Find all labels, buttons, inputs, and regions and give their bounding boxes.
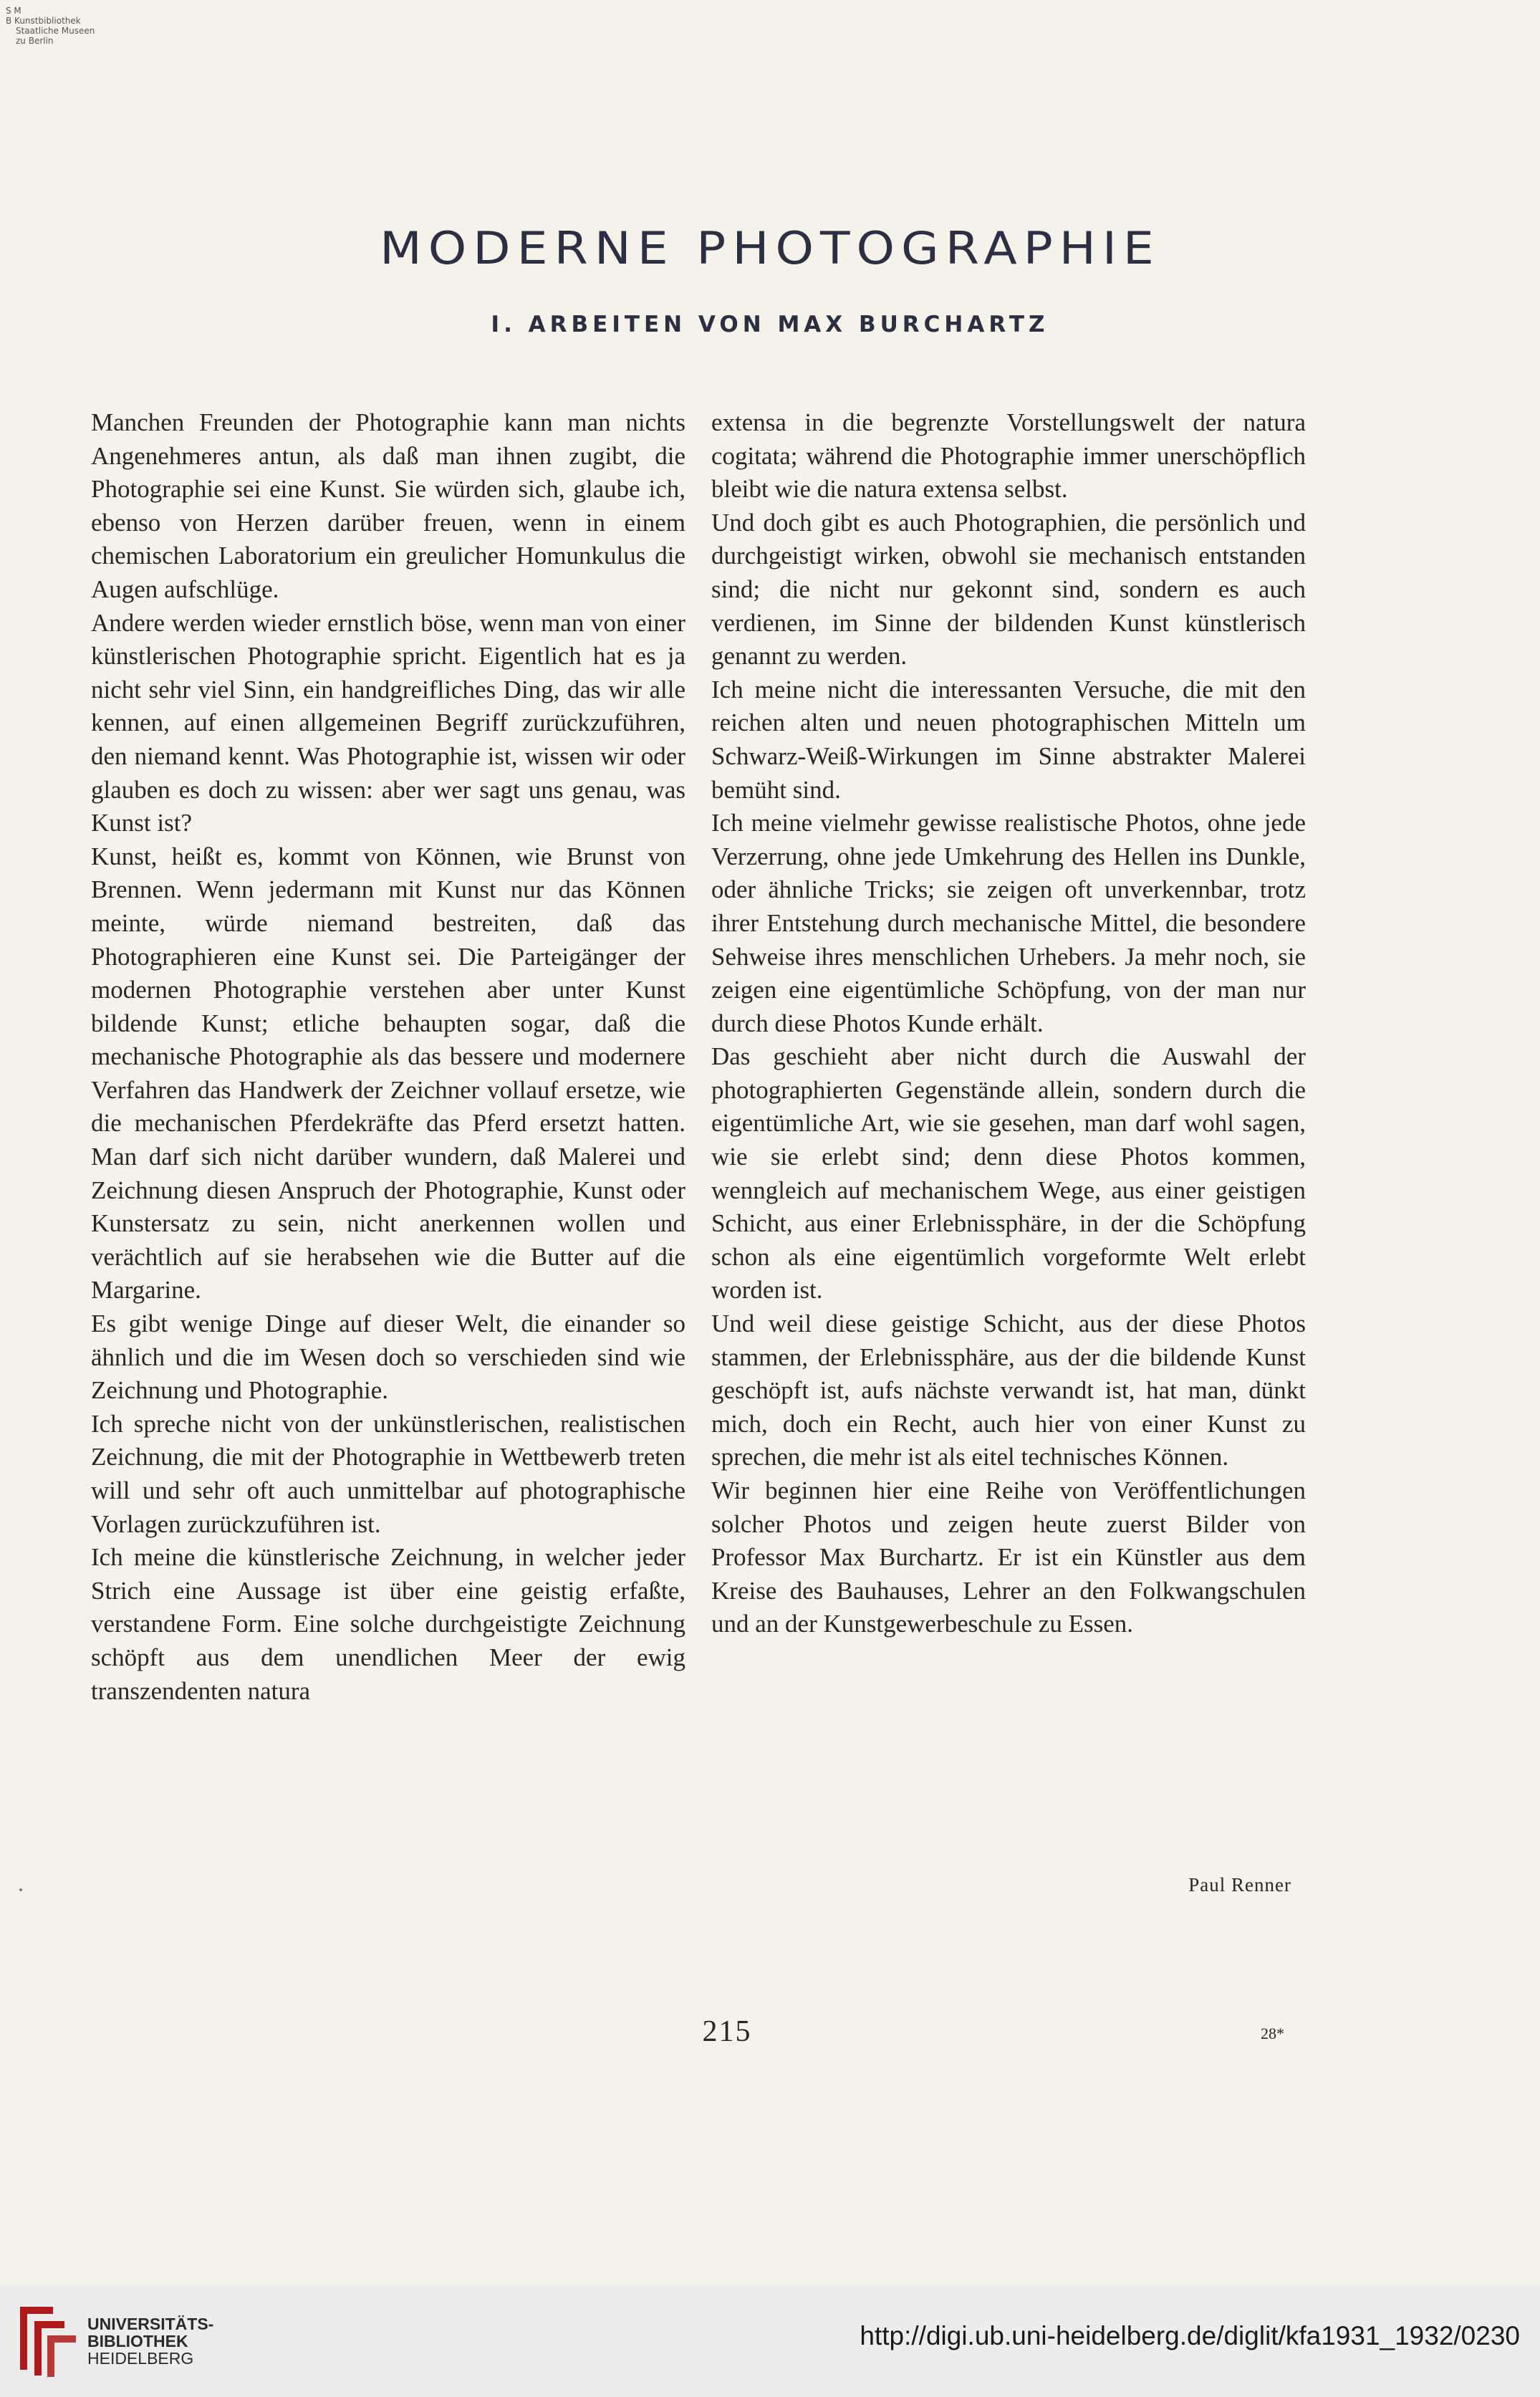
library-name-line: HEIDELBERG bbox=[87, 2349, 194, 2368]
library-name-line: BIBLIOTHEK bbox=[87, 2332, 188, 2350]
stamp-line: zu Berlin bbox=[16, 36, 54, 46]
paragraph: Kunst, heißt es, kommt von Können, wie Brunst von Brennen. Wenn jedermann mit Kunst nur das Können meinte, würde niemand bestreiten, daß das Photographieren eine Kunst sei. Die Parteigänger der modernen Photographie verstehen aber unter Kunst bildende Kunst; etliche behaupten sogar, daß die mechanische Photographie als das bessere und modernere Verfahren das Handwerk der Zeichner vollauf ersetze, wie die mechanischen Pferdekräfte das Pferd ersetzt hatten. Man darf sich nicht darüber wundern, daß Malerei und Zeichnung diesen Anspruch der Photographie, Kunst oder Kunstersatz zu sein, nicht anerkennen wollen und verächtlich auf sie herabsehen wie die Butter auf die Margarine. bbox=[91, 842, 685, 1305]
library-stamp bbox=[6, 6, 113, 46]
permalink-url[interactable]: http://digi.ub.uni-heidelberg.de/diglit/kfa1931_1932/0230 bbox=[860, 2321, 1520, 2350]
left-text-column bbox=[91, 406, 685, 1708]
stamp-line: S M bbox=[6, 6, 21, 16]
article-subtitle: I. ARBEITEN VON MAX BURCHARTZ bbox=[491, 312, 1049, 337]
ub-heidelberg-logo-icon bbox=[16, 2301, 80, 2381]
stamp-line: Staatliche Museen bbox=[16, 26, 95, 36]
printer-signature-mark: 28* bbox=[1261, 2024, 1284, 2042]
paragraph: Wir beginnen hier eine Reihe von Veröffentlichungen solcher Photos und zeigen heute zuerst Bilder von Professor Max Burchartz. Er ist ein Künstler aus dem Kreise des Bauhauses, Lehrer an den Folkwangschulen und an der Kunstgewerbeschule zu Essen. bbox=[711, 1476, 1306, 1638]
page-number: 215 bbox=[702, 2015, 752, 2048]
author-signature: Paul Renner bbox=[1188, 1874, 1291, 1896]
paragraph: Ich meine die künstlerische Zeichnung, in welcher jeder Strich eine Aussage ist über eine geistig erfaßte, verstandene Form. Eine solche durchgeistigte Zeichnung schöpft aus dem unendlichen Meer der ewig transzendenten natura bbox=[91, 1543, 685, 1705]
paragraph: Ich spreche nicht von der unkünstlerischen, realistischen Zeichnung, die mit der Photographie in Wettbewerb treten will und sehr oft auch unmittelbar auf photographische Vorlagen zurückzuführen ist. bbox=[91, 1409, 685, 1538]
stamp-line: B Kunstbibliothek bbox=[6, 16, 81, 26]
paragraph: Und doch gibt es auch Photographien, die persönlich und durchgeistigt wirken, obwohl sie mechanisch entstanden sind; die nicht nur gekonnt sind, sondern es auch verdienen, im Sinne der bildenden Kunst künstlerisch genannt zu werden. bbox=[711, 508, 1306, 671]
right-text-column bbox=[711, 406, 1306, 1641]
paragraph: Manchen Freunden der Photographie kann man nichts Angenehmeres antun, als daß man ihnen zugibt, die Photographie sei eine Kunst. Sie würden sich, glaube ich, ebenso von Herzen darüber freuen, wenn in einem chemischen Laboratorium ein greulicher Homunkulus die Augen aufschlüge. bbox=[91, 408, 685, 603]
paragraph: extensa in die begrenzte Vorstellungswelt der natura cogitata; während die Photographie immer unerschöpflich bleibt wie die natura extensa selbst. bbox=[711, 408, 1306, 504]
paragraph: Das geschieht aber nicht durch die Auswahl der photographierten Gegenstände allein, sondern durch die eigentümliche Art, wie sie gesehen, man darf wohl sagen, wie sie erlebt sind; denn diese Photos kommen, wenngleich auf mechanischem Wege, aus einer geistigen Schicht, aus einer Erlebnissphäre, in der die Schöpfung schon als eine eigentümlich vorgeformte Welt erlebt worden ist. bbox=[711, 1042, 1306, 1305]
paragraph: Ich meine nicht die interessanten Versuche, die mit den reichen alten und neuen photographischen Mitteln um Schwarz-Weiß-Wirkungen im Sinne abstrakter Malerei bemüht sind. bbox=[711, 675, 1306, 804]
paragraph: Und weil diese geistige Schicht, aus der diese Photos stammen, der Erlebnissphäre, aus der die bildende Kunst geschöpft ist, aufs nächste verwandt ist, hat man, dünkt mich, doch ein Recht, auch hier von einer Kunst zu sprechen, die mehr ist als eitel technisches Können. bbox=[711, 1310, 1306, 1471]
margin-mark bbox=[19, 1888, 22, 1891]
paragraph: Andere werden wieder ernstlich böse, wenn man von einer künstlerischen Photographie spricht. Eigentlich hat es ja nicht sehr viel Sinn, ein handgreifliches Ding, das wir alle kennen, auf einen allgemeinen Begriff zurückzuführen, den niemand kennt. Was Photographie ist, wissen wir oder glauben es doch zu wissen: aber wer sagt uns genau, was Kunst ist? bbox=[91, 608, 685, 837]
paragraph: Es gibt wenige Dinge auf dieser Welt, die einander so ähnlich und die im Wesen doch so verschieden sind wie Zeichnung und Photographie. bbox=[91, 1310, 685, 1405]
library-name bbox=[87, 2315, 213, 2367]
digitization-footer bbox=[0, 2285, 1540, 2397]
article-title: MODERNE PHOTOGRAPHIE bbox=[380, 223, 1160, 275]
paragraph: Ich meine vielmehr gewisse realistische Photos, ohne jede Verzerrung, ohne jede Umkehrung des Hellen ins Dunkle, oder ähnliche Tricks; sie zeigen oft unverkennbar, trotz ihrer Entstehung durch mechanische Mittel, die besondere Sehweise ihres menschlichen Urhebers. Ja mehr noch, sie zeigen eine eigentümliche Schöpfung, von der man nur durch diese Photos Kunde erhält. bbox=[711, 809, 1306, 1037]
library-name-line: UNIVERSITÄTS- bbox=[87, 2315, 214, 2333]
